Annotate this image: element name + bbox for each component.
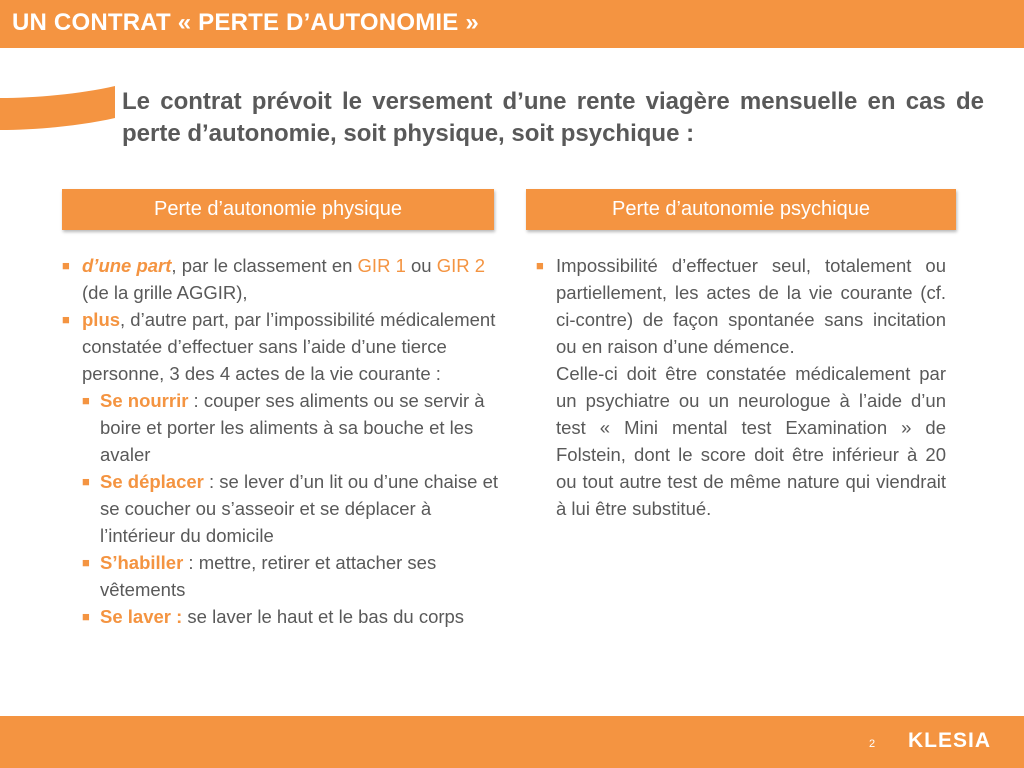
page-number: 2	[869, 738, 876, 750]
act-text: se laver le haut et le bas du corps	[182, 606, 465, 627]
psychic-paragraph-2: Celle-ci doit être constatée médicalement par un psychiatre ou un neurologue à l’aide d’un test « Mini mental test Examination » de Folstein, dont le score doit être inférieur à 20 ou tout autre test de même nature qui viendrait à lui être substitué.	[556, 363, 946, 519]
slide-title: UN CONTRAT « PERTE D’AUTONOMIE »	[12, 9, 479, 36]
psychic-column-header: Perte d’autonomie psychique	[526, 189, 956, 230]
physical-column-header: Perte d’autonomie physique	[62, 189, 494, 230]
item-text: , d’autre part, par l’impossibilité médicalement constatée d’effectuer sans l’aide d’une tierce personne, 3 des 4 actes de la vie courante :	[82, 309, 496, 384]
square-bullet-icon: ■	[62, 312, 70, 327]
act-label: Se déplacer	[100, 471, 204, 492]
square-bullet-icon: ■	[82, 609, 90, 624]
list-item	[62, 306, 502, 387]
physical-column	[62, 252, 502, 630]
psychic-paragraph-1: Impossibilité d’effectuer seul, totalement ou partiellement, les actes de la vie courante (cf. ci-contre) de façon spontanée sans incitation ou en raison d’une démence.	[556, 255, 946, 357]
sub-list-item	[62, 549, 502, 603]
square-bullet-icon: ■	[82, 474, 90, 489]
item-text: (de la grille AGGIR),	[82, 282, 248, 303]
item-text: , par le classement en	[171, 255, 358, 276]
intro-text: Le contrat prévoit le versement d’une rente viagère mensuelle en cas de perte d’autonomie, soit physique, soit psychique :	[122, 88, 984, 147]
item-text: ou	[405, 255, 437, 276]
act-text: : mettre, retirer et attacher ses vêtements	[100, 552, 437, 600]
gir-1-label: GIR 1	[357, 255, 406, 276]
square-bullet-icon: ■	[82, 393, 90, 408]
lead-text: d’une part	[82, 255, 172, 276]
act-text: : couper ses aliments ou se servir à boire et porter les aliments à sa bouche et les avaler	[100, 390, 485, 465]
act-text: : se lever d’un lit ou d’une chaise et se coucher ou s’asseoir et se déplacer à l’intérieur du domicile	[100, 471, 498, 546]
list-item	[536, 252, 946, 522]
orange-swoosh-decoration	[0, 84, 115, 134]
gir-2-label: GIR 2	[436, 255, 486, 276]
square-bullet-icon: ■	[536, 258, 544, 273]
act-label: Se laver :	[100, 606, 183, 627]
lead-text: plus	[82, 309, 121, 330]
sub-list-item	[62, 387, 502, 468]
square-bullet-icon: ■	[62, 258, 70, 273]
act-label: S’habiller	[100, 552, 184, 573]
sub-list-item	[62, 603, 502, 630]
psychic-column	[536, 252, 946, 522]
sub-list-item	[62, 468, 502, 549]
square-bullet-icon: ■	[82, 555, 90, 570]
klesia-logo: KLESIA	[908, 729, 992, 752]
list-item	[62, 252, 502, 306]
act-label: Se nourrir	[100, 390, 189, 411]
